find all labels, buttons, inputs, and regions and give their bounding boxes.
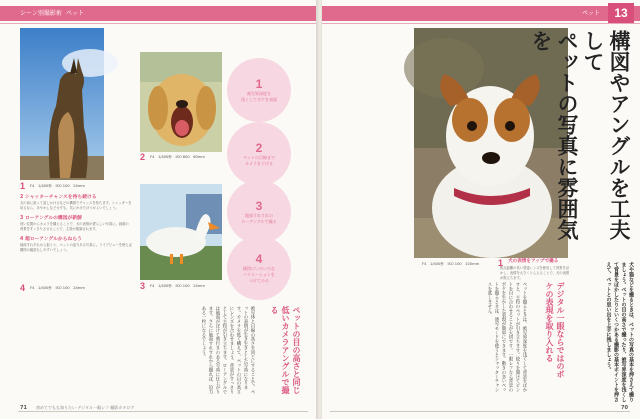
duck-image xyxy=(140,184,222,280)
right-page xyxy=(322,0,640,419)
step-circle-3 xyxy=(227,180,291,244)
photo-4-caption: F4 1/400秒 ISO 100 24mm xyxy=(30,286,85,290)
retriever-image xyxy=(140,52,222,152)
right-photo-tip-body: 焦点距離の長い望遠レンズを使用して背景をぼかし、表情を大きくとらえることで、犬の表情が際立ちます。 xyxy=(500,266,570,280)
right-body-text: ペットを撮るときは、被写界深度を浅くして背景をぼかすと、主役のペットが引き立ちます。絞りを開けてピントを目に合わせることが大切です。一眼レフなら背景のボケを生かした表現が簡単にできます。動きの多いペットを撮るときは、連写モードを使うとシャッターチャンスを逃しません。 xyxy=(487,282,527,392)
left-body-text: 被写体と目線の高さを同じにすることで、ペットの表情が生き生きとした写真になります。カメラを低く構えて、ペットの目の高さにレンズを合わせましょう。背景がすっきりとして主役が引き立ちます。ローアングルでは地面がぼけて奥行きのある写真に仕上がります。さらに地面すれすれから撮れば、迫力ある一枚になるでしょう。 xyxy=(201,306,255,394)
photo-yawning-retriever xyxy=(140,52,222,152)
step-text: 構図にいろいろな バリエーションを つけてみる xyxy=(243,266,275,283)
tips-list xyxy=(20,194,132,257)
right-title xyxy=(529,30,632,260)
shepherd-dog-image xyxy=(20,28,104,180)
tip-title: 2 シャッターチャンスを待ち続ける xyxy=(20,195,97,200)
photo-2-caption: F4 1/400秒 ISO 800 60mm xyxy=(150,155,205,159)
step-number: 1 xyxy=(255,77,263,91)
photo-3-caption: F4 1/400秒 ISO 100 24mm xyxy=(150,284,205,288)
title-line-2: ペットの写真に雰囲気を xyxy=(529,30,579,240)
step-number: 2 xyxy=(255,141,263,155)
left-header-sub: ペット xyxy=(66,10,85,17)
left-header-bar xyxy=(0,6,316,21)
tip-body: 低い位置からカメラを構えることで、犬の表情が愛らしい写真に。画面の背景をすっきりさせることで、主役が強調されます。 xyxy=(20,222,129,231)
step-number: 3 xyxy=(255,199,263,213)
title-line-1: 構図やアングルを工夫して xyxy=(581,30,631,240)
tip-body: 犬の前に座って話しかけるなどの構図でチャンスを待ちます。シャッターを切るなら、あやかしなどせずも、気にかけたほうがよいでしょう。 xyxy=(20,201,132,210)
right-photo-caption: F4 1/400秒 ISO 100 100mm xyxy=(422,262,480,266)
step-circle-2 xyxy=(227,122,291,186)
left-page-number: 71 xyxy=(20,405,27,411)
right-header-sub: ペット xyxy=(581,10,600,17)
photo-4-number: 4 xyxy=(20,283,26,293)
left-footer-line xyxy=(18,411,308,412)
left-footer-text: 初めてでもも知りたい デジタル一眼レフ 撮影カタログ xyxy=(36,405,135,410)
left-headline: ペットの目の高さと同じ低いカメラアングルで撮る xyxy=(270,306,301,394)
left-header-line xyxy=(0,23,316,24)
photo-3-number: 3 xyxy=(140,281,146,291)
right-photo-tip-title: 犬の表情をアップで撮る xyxy=(508,259,559,264)
right-lead-text: 犬や猫などを撮るときは、ペットの写真の基本を押さえて撮りましょう。ペットの目の高さで撮ったり、被写界深度を浅くして背景をぼかしたりといくつかある撮影の基本ポイントを押さえて、ペットとの思い出を上手に残しましょう。 xyxy=(605,262,634,402)
tip-item xyxy=(20,236,132,253)
photo-white-duck xyxy=(140,184,222,280)
tip-title: 3 ローアングルの構図が新鮮 xyxy=(20,216,82,221)
left-page xyxy=(0,0,318,419)
tip-item xyxy=(20,194,132,211)
step-number: 4 xyxy=(255,252,263,266)
right-header-line xyxy=(322,23,640,24)
right-footer-line xyxy=(330,411,630,412)
photo-1-number: 1 xyxy=(20,181,26,191)
right-section-head: デジタル一眼ならではのボケの表現を取り入れる xyxy=(545,282,565,378)
tip-title: 4 超ローアングルからねらう xyxy=(20,237,82,242)
chapter-number: 13 xyxy=(608,3,634,23)
tip-body: 地面すれすれから狙うと、ペットの迫力ある写真に。ライブビューを使えば構図の確認もしやすいでしょう。 xyxy=(20,243,132,252)
right-photo-number: 1 xyxy=(498,258,504,268)
photo-terrier xyxy=(414,28,568,258)
left-header-section: シーン別撮影術 xyxy=(20,10,62,17)
photo-2-number: 2 xyxy=(140,152,146,162)
step-text: 被写界深度を 浅くしてボケを表現 xyxy=(241,91,277,102)
step-circle-4 xyxy=(227,236,291,300)
step-text: 地面すれすれの ローアングルで撮る xyxy=(241,213,277,224)
photo-1-caption: F4 1/400秒 ISO 100 24mm xyxy=(30,184,85,188)
photo-shepherd-dog xyxy=(20,28,104,180)
step-text: ペットの目線まで カメラを下げる xyxy=(243,155,275,166)
terrier-image xyxy=(414,28,568,258)
tip-item xyxy=(20,215,132,232)
step-circle-1 xyxy=(227,58,291,122)
right-header-bar xyxy=(322,6,640,21)
right-page-number: 70 xyxy=(621,405,628,411)
